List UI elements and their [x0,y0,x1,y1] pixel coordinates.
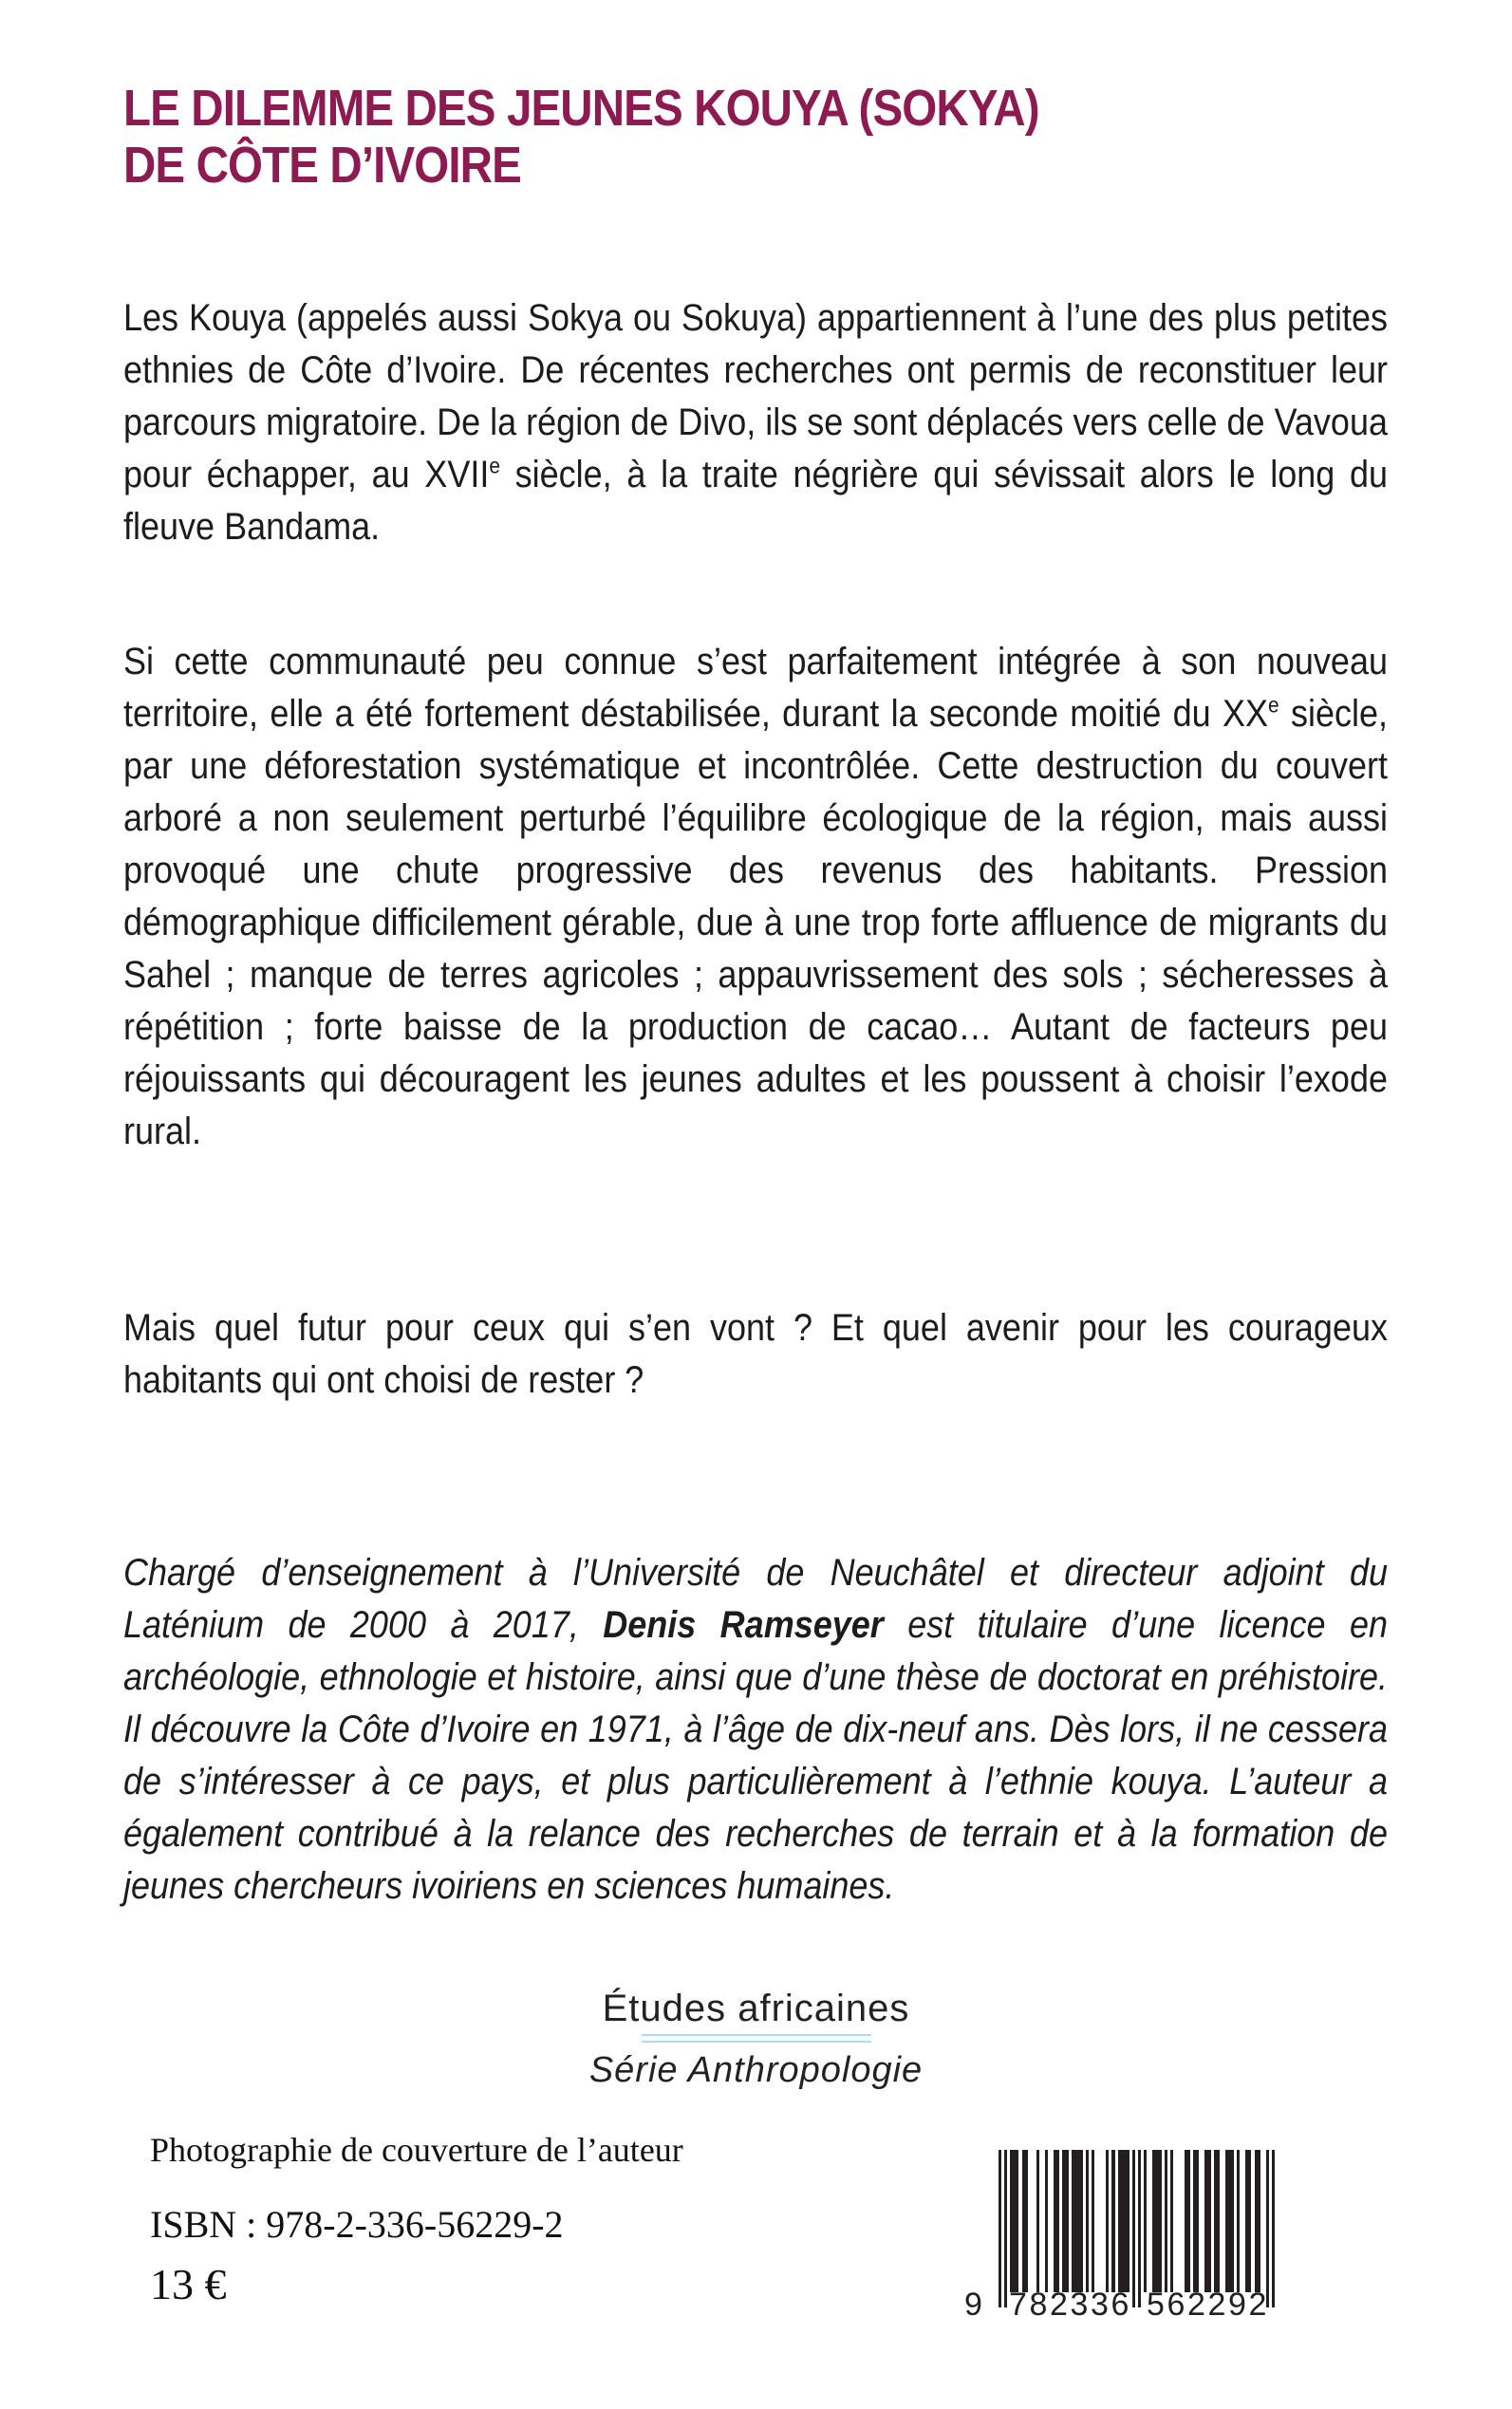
book-title [123,80,1039,194]
author-bio: Chargé d’enseignement à l’Université de Neuchâtel et directeur adjoint du Laténium de 2000 à 2017, Denis Ramseyer est titulaire d’une licence en archéologie, ethnologie et histoire, ainsi que d’une thèse de doctorat en préhistoire. Il découvre la Côte d’Ivoire en 1971, à l’âge de dix-neuf ans. Dès lors, il ne cessera de s’intéresser à ce pays, et plus particulièrement à l’ethnie kouya. L’auteur a également contribué à la relance des recherches de terrain et à la formation de jeunes chercheurs ivoiriens en sciences humaines. [123,1552,1389,1907]
collection-underline [642,2034,871,2043]
book-title-line1: LE DILEMME DES JEUNES KOUYA (SOKYA) [123,80,1039,137]
book-title-line2: DE CÔTE D’IVOIRE [123,137,521,194]
price-text: 13 € [150,2260,227,2308]
ean13-digits-right: 562292 [1147,2287,1270,2323]
synopsis-paragraph-3: Mais quel futur pour ceux qui s’en vont ? Et quel avenir pour les courageux habitants qui ont choisi de rester ? [123,1307,1388,1401]
ean13-digits-left: 782336 [1009,2287,1132,2323]
ean13-barcode [964,2150,1275,2335]
collection-name: Études africaines [602,1988,910,2029]
ean13-bars [999,2150,1275,2307]
collection-series: Série Anthropologie [588,2050,924,2090]
isbn-text: ISBN : 978-2-336-56229-2 [150,2203,564,2246]
synopsis-paragraph-1: Les Kouya (appelés aussi Sokya ou Sokuya) appartiennent à l’une des plus petites ethnies de Côte d’Ivoire. De récentes recherches ont permis de reconstituer leur parcours migratoire. De la région de Divo, ils se sont déplacés vers celle de Vavoua pour échapper, au XVIIe siècle, à la traite négrière qui sévissait alors le long du fleuve Bandama. [123,297,1388,548]
collection-block [0,1988,1512,2091]
photo-credit: Photographie de couverture de l’auteur [150,2131,683,2169]
ean13-digit-first: 9 [964,2287,982,2323]
synopsis-paragraph-2: Si cette communauté peu connue s’est parfaitement intégrée à son nouveau territoire, elle a été fortement déstabilisée, durant la seconde moitié du XXe siècle, par une déforestation systématique et incontrôlée. Cette destruction du couvert arboré a non seulement perturbé l’équilibre écologique de la région, mais aussi provoqué une chute progressive des revenus des habitants. Pression démographique difficilement gérable, due à une trop forte affluence de migrants du Sahel ; manque de terres agricoles ; appauvrissement des sols ; sécheresses à répétition ; forte baisse de la production de cacao… Autant de facteurs peu réjouissants qui découragent les jeunes adultes et les poussent à choisir l’exode rural. [123,641,1388,1152]
